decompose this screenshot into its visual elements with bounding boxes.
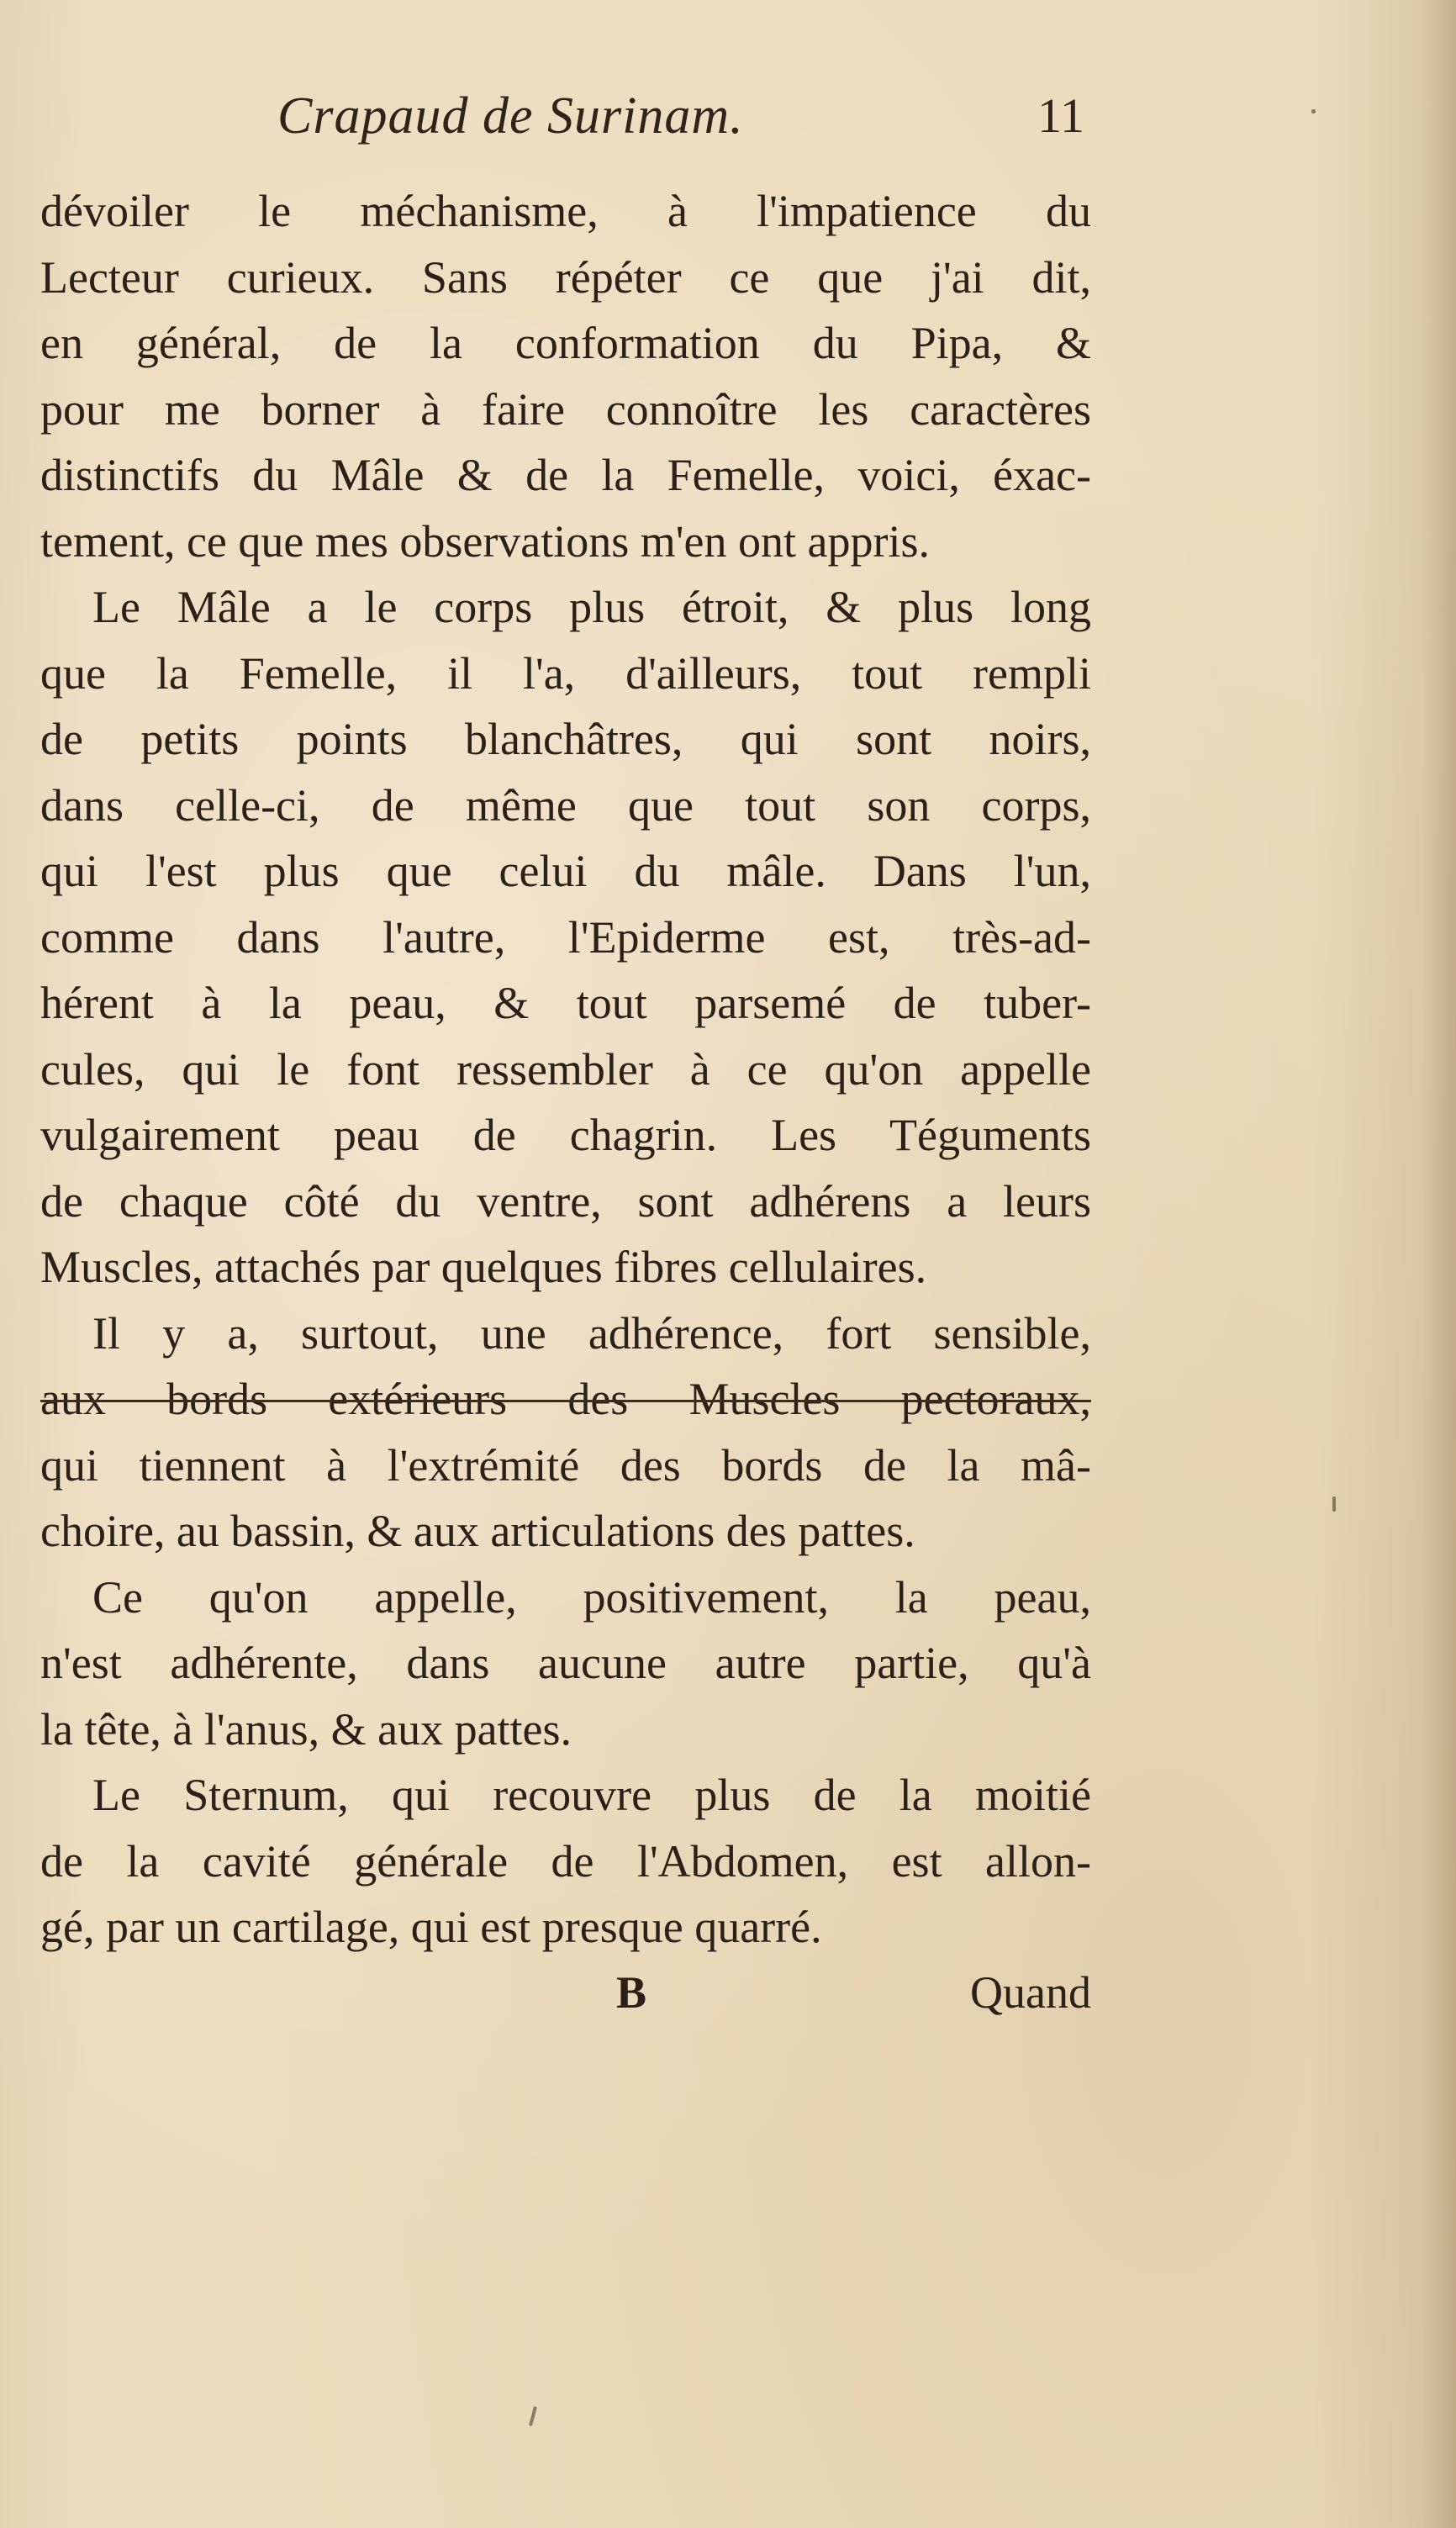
text-line: pour me borner à faire connoître les caractères	[40, 383, 1091, 435]
page-footer	[40, 1959, 1091, 2026]
text-line: distinctifs du Mâle & de la Femelle, voici, éxac-	[40, 450, 1091, 500]
text-line: qui tiennent à l'extrémité des bords de la mâ-	[40, 1439, 1091, 1491]
text-line: Le Mâle a le corps plus étroit, & plus long	[92, 582, 1091, 632]
text-line: dévoiler le méchanisme, à l'impatience du	[40, 186, 1091, 236]
text-line: Ce qu'on appelle, positivement, la peau,	[92, 1571, 1091, 1623]
text-line: cules, qui le font ressembler à ce qu'on appelle	[40, 1043, 1091, 1095]
text-line: vulgairement peau de chagrin. Les Téguments	[40, 1110, 1091, 1160]
running-head	[277, 82, 1084, 150]
ink-speck	[1332, 1496, 1336, 1512]
text-line: en général, de la conformation du Pipa, &	[40, 318, 1091, 368]
page-edge-shadow	[1422, 0, 1456, 2528]
text-line: de petits points blanchâtres, qui sont noirs,	[40, 714, 1091, 764]
text-line: de la cavité générale de l'Abdomen, est allon-	[40, 1835, 1091, 1887]
text-line: comme dans l'autre, l'Epiderme est, très-ad-	[40, 911, 1091, 963]
ink-speck	[1311, 109, 1316, 113]
text-line: tement, ce que mes observations m'en ont appris.	[40, 515, 930, 567]
signature-mark: B	[616, 1967, 647, 2018]
text-line: dans celle-ci, de même que tout son corps,	[40, 779, 1091, 831]
text-line: de chaque côté du ventre, sont adhérens a leurs	[40, 1175, 1091, 1227]
text-line: Il y a, surtout, une adhérence, fort sensible,	[92, 1307, 1091, 1359]
catchword: Quand	[970, 1967, 1091, 2018]
text-line: qui l'est plus que celui du mâle. Dans l'un,	[40, 846, 1091, 896]
body-text	[40, 178, 1091, 1961]
text-line: Muscles, attachés par quelques fibres cellulaires.	[40, 1242, 927, 1292]
text-line: Le Sternum, qui recouvre plus de la moitié	[92, 1770, 1091, 1820]
text-line: que la Femelle, il l'a, d'ailleurs, tout rempli	[40, 647, 1091, 699]
text-line: hérent à la peau, & tout parsemé de tuber-	[40, 978, 1091, 1028]
text-line: n'est adhérente, dans aucune autre partie, qu'à	[40, 1638, 1091, 1688]
text-line: gé, par un cartilage, qui est presque quarré.	[40, 1902, 822, 1952]
running-title: Crapaud de Surinam.	[277, 87, 744, 145]
struck-through-line: aux bords extérieurs des Muscles pectoraux,	[40, 1374, 1091, 1424]
text-line: la tête, à l'anus, & aux pattes.	[40, 1703, 572, 1755]
text-line: Lecteur curieux. Sans répéter ce que j'ai dit,	[40, 251, 1091, 303]
page-number: 11	[1037, 88, 1084, 143]
text-line: choire, au bassin, & aux articulations des pattes.	[40, 1506, 915, 1556]
ink-speck	[529, 2406, 537, 2426]
